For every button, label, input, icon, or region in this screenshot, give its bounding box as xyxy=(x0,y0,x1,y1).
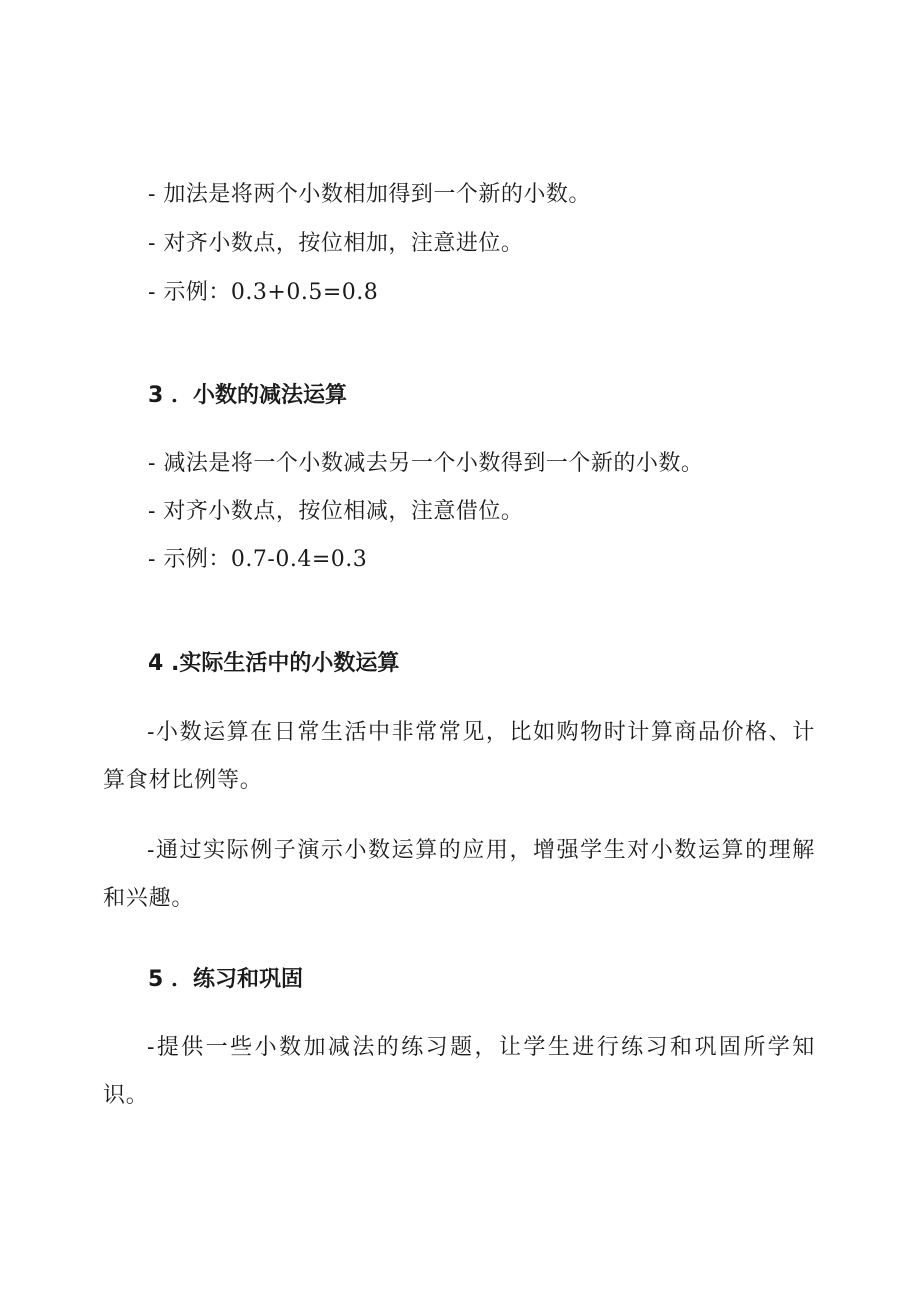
addition-example: - 示例：0.3+0.5=0.8 xyxy=(148,280,379,305)
subtraction-example: - 示例：0.7-0.4=0.3 xyxy=(148,547,368,572)
section-4-heading: 4 .实际生活中的小数运算 xyxy=(148,651,400,676)
section-3-heading: 3 ．小数的减法运算 xyxy=(148,383,347,408)
section-5-heading: 5 ．练习和巩固 xyxy=(148,967,303,992)
practice-paragraph: -提供一些小数加减法的练习题，让学生进行练习和巩固所学知识。 xyxy=(103,1035,815,1108)
subtraction-definition: - 减法是将一个小数减去另一个小数得到一个新的小数。 xyxy=(148,451,704,476)
addition-definition: - 加法是将两个小数相加得到一个新的小数。 xyxy=(148,182,591,207)
addition-rule: - 对齐小数点，按位相加，注意进位。 xyxy=(148,231,524,256)
subtraction-rule: - 对齐小数点，按位相减，注意借位。 xyxy=(148,499,524,524)
real-life-paragraph-1: -小数运算在日常生活中非常常见，比如购物时计算商品价格、计算食材比例等。 xyxy=(103,720,815,793)
real-life-paragraph-2: -通过实际例子演示小数运算的应用，增强学生对小数运算的理解和兴趣。 xyxy=(103,838,815,911)
